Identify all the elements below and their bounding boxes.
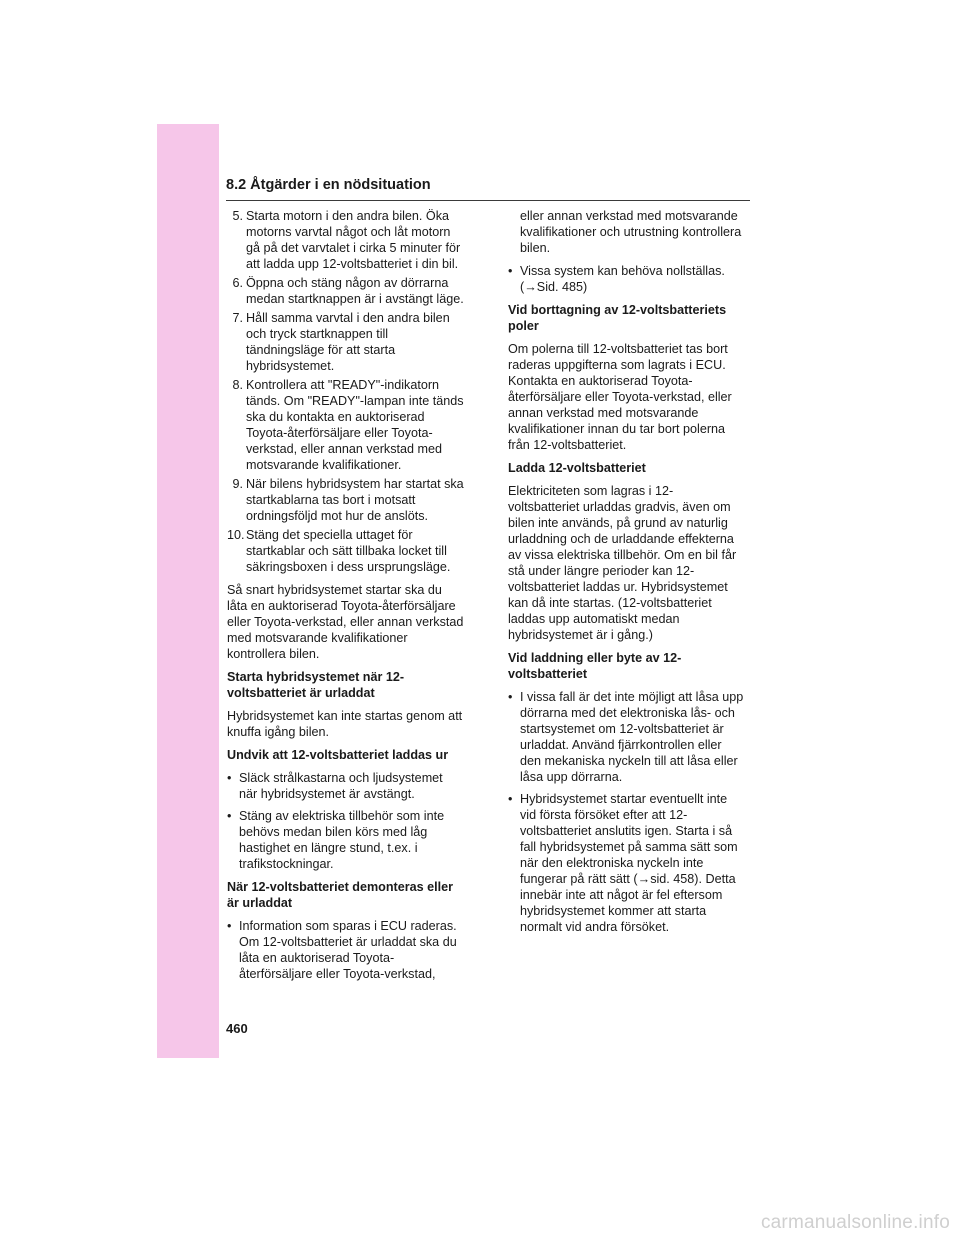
watermark: carmanualsonline.info [760, 1212, 950, 1233]
bullet-dot-icon: • [227, 919, 232, 933]
step-text: Starta motorn i den andra bilen. Öka motorns varvtal något och låt motorn gå på det varvtalet i cirka 5 minuter för att ladda upp 12-voltsbatteriet i din bil. [246, 209, 461, 271]
step-item [227, 208, 464, 272]
step-item [227, 527, 464, 575]
step-text: Stäng det speciella uttaget för startkablar och sätt tillbaka locket till säkringsboxen i dess ursprungsläge. [246, 528, 451, 574]
removed-bullet-list [227, 918, 464, 982]
reset-bullet-list [508, 263, 744, 295]
step-number: 6. [232, 276, 243, 290]
section-title: 8.2 Åtgärder i en nödsituation [226, 177, 431, 193]
bullet-dot-icon: • [508, 792, 513, 806]
bullet-item [227, 770, 464, 802]
step-number: 9. [232, 477, 243, 491]
bullet-dot-icon: • [508, 264, 513, 278]
heading-charge-or-replace: Vid laddning eller byte av 12-voltsbatteriet [508, 651, 682, 681]
bullet-text: Information som sparas i ECU raderas. Om 12-voltsbatteriet är urladdat ska du låta en auktoriserad Toyota-återförsäljare eller Toyota-verkstad, [239, 919, 457, 981]
step-number: 5. [232, 209, 243, 223]
bullet-continuation: eller annan verkstad med motsvarande kvalifikationer och utrustning kontrollera bilen. [520, 209, 742, 255]
step-text: Kontrollera att "READY"-indikatorn tänds. Om "READY"-lampan inte tänds ska du kontakta en auktoriserad Toyota-återförsäljare eller Toyota-verkstad, eller annan verkstad med motsvarande kvalifikationer. [246, 378, 464, 472]
bullet-text: Vissa system kan behöva nollställas. (→Sid. 485) [520, 264, 725, 294]
bullet-item [508, 689, 744, 785]
step-item [227, 310, 464, 374]
replace-bullet-list [508, 689, 744, 935]
step-text: Öppna och stäng någon av dörrarna medan startknappen är i avstängt läge. [246, 276, 464, 306]
bullet-text: I vissa fall är det inte möjligt att låsa upp dörrarna med det elektroniska lås- och startsystemet om 12-voltsbatteriet är urladdat. Använd fjärrkontrollen eller den mekaniska nyckeln till att låsa eller låsa upp dörrarna. [520, 690, 744, 784]
bullet-text: Stäng av elektriska tillbehör som inte behövs medan bilen körs med låg hastighet en längre stund, t.ex. i trafikstockningar. [239, 809, 445, 871]
bullet-item [508, 791, 744, 935]
step-text: Håll samma varvtal i den andra bilen och tryck startknappen till tändningsläge för att starta hybridsystemet. [246, 311, 450, 373]
chapter-tab-band [157, 124, 219, 1058]
bullet-item [508, 263, 744, 295]
header-rule [226, 200, 750, 201]
page-number: 460 [226, 1021, 248, 1036]
step-item [227, 275, 464, 307]
step-number: 8. [232, 378, 243, 392]
bullet-item [227, 808, 464, 872]
heading-pole-removal: Vid borttagning av 12-voltsbatteriets poler [508, 303, 727, 333]
paragraph-start-discharged: Hybridsystemet kan inte startas genom att knuffa igång bilen. [227, 709, 463, 739]
step-number: 10. [227, 528, 245, 542]
heading-avoid-discharge: Undvik att 12-voltsbatteriet laddas ur [227, 748, 449, 762]
step-item [227, 476, 464, 524]
bullet-dot-icon: • [508, 690, 513, 704]
bullet-dot-icon: • [227, 809, 232, 823]
bullet-dot-icon: • [227, 771, 232, 785]
left-column [227, 208, 464, 989]
step-number: 7. [232, 311, 243, 325]
heading-battery-removed: När 12-voltsbatteriet demonteras eller är urladdat [227, 880, 454, 910]
right-column [508, 208, 744, 942]
step-text: När bilens hybridsystem har startat ska startkablarna tas bort i motsatt ordningsföljd mot hur de anslöts. [246, 477, 464, 523]
paragraph-pole-removal: Om polerna till 12-voltsbatteriet tas bort raderas uppgifterna som lagrats i ECU. Kontakta en auktoriserad Toyota-återförsäljare eller Toyota-verkstad, eller annan verkstad med motsvarande kvalifikationer innan du tar bort polerna från 12-voltsbatteriet. [508, 342, 732, 452]
step-list [227, 208, 464, 575]
heading-start-discharged: Starta hybridsystemet när 12-voltsbatteriet är urladdat [227, 670, 405, 700]
paragraph-after-steps: Så snart hybridsystemet startar ska du låta en auktoriserad Toyota-återförsäljare eller Toyota-verkstad, eller annan verkstad med motsvarande kvalifikationer kontrollera bilen. [227, 583, 464, 661]
avoid-bullet-list [227, 770, 464, 872]
bullet-text: Släck strålkastarna och ljudsystemet när hybridsystemet är avstängt. [239, 771, 443, 801]
paragraph-charge-battery: Elektriciteten som lagras i 12-voltsbatteriet urladdas gradvis, även om bilen inte används, på grund av naturlig urladdning och de urladdande effekterna av vissa elektriska tillbehör. Om en bil får stå under längre perioder kan 12-voltsbatteriet laddas ur. Hybridsystemet kan då inte startas. (12-voltsbatteriet laddas upp automatiskt medan hybridsystemet är i gång.) [508, 484, 737, 642]
heading-charge-battery: Ladda 12-voltsbatteriet [508, 461, 646, 475]
bullet-text: Hybridsystemet startar eventuellt inte vid första försöket efter att 12-voltsbatteriet anslutits igen. Starta i så fall hybridsystemet på samma sätt som när den elektroniska nyckeln inte fungerar på rätt sätt (→sid. 458). Detta innebär inte att något är fel eftersom hybridsystemet kommer att starta normalt vid andra försöket. [520, 792, 738, 934]
bullet-item [227, 918, 464, 982]
step-item [227, 377, 464, 473]
